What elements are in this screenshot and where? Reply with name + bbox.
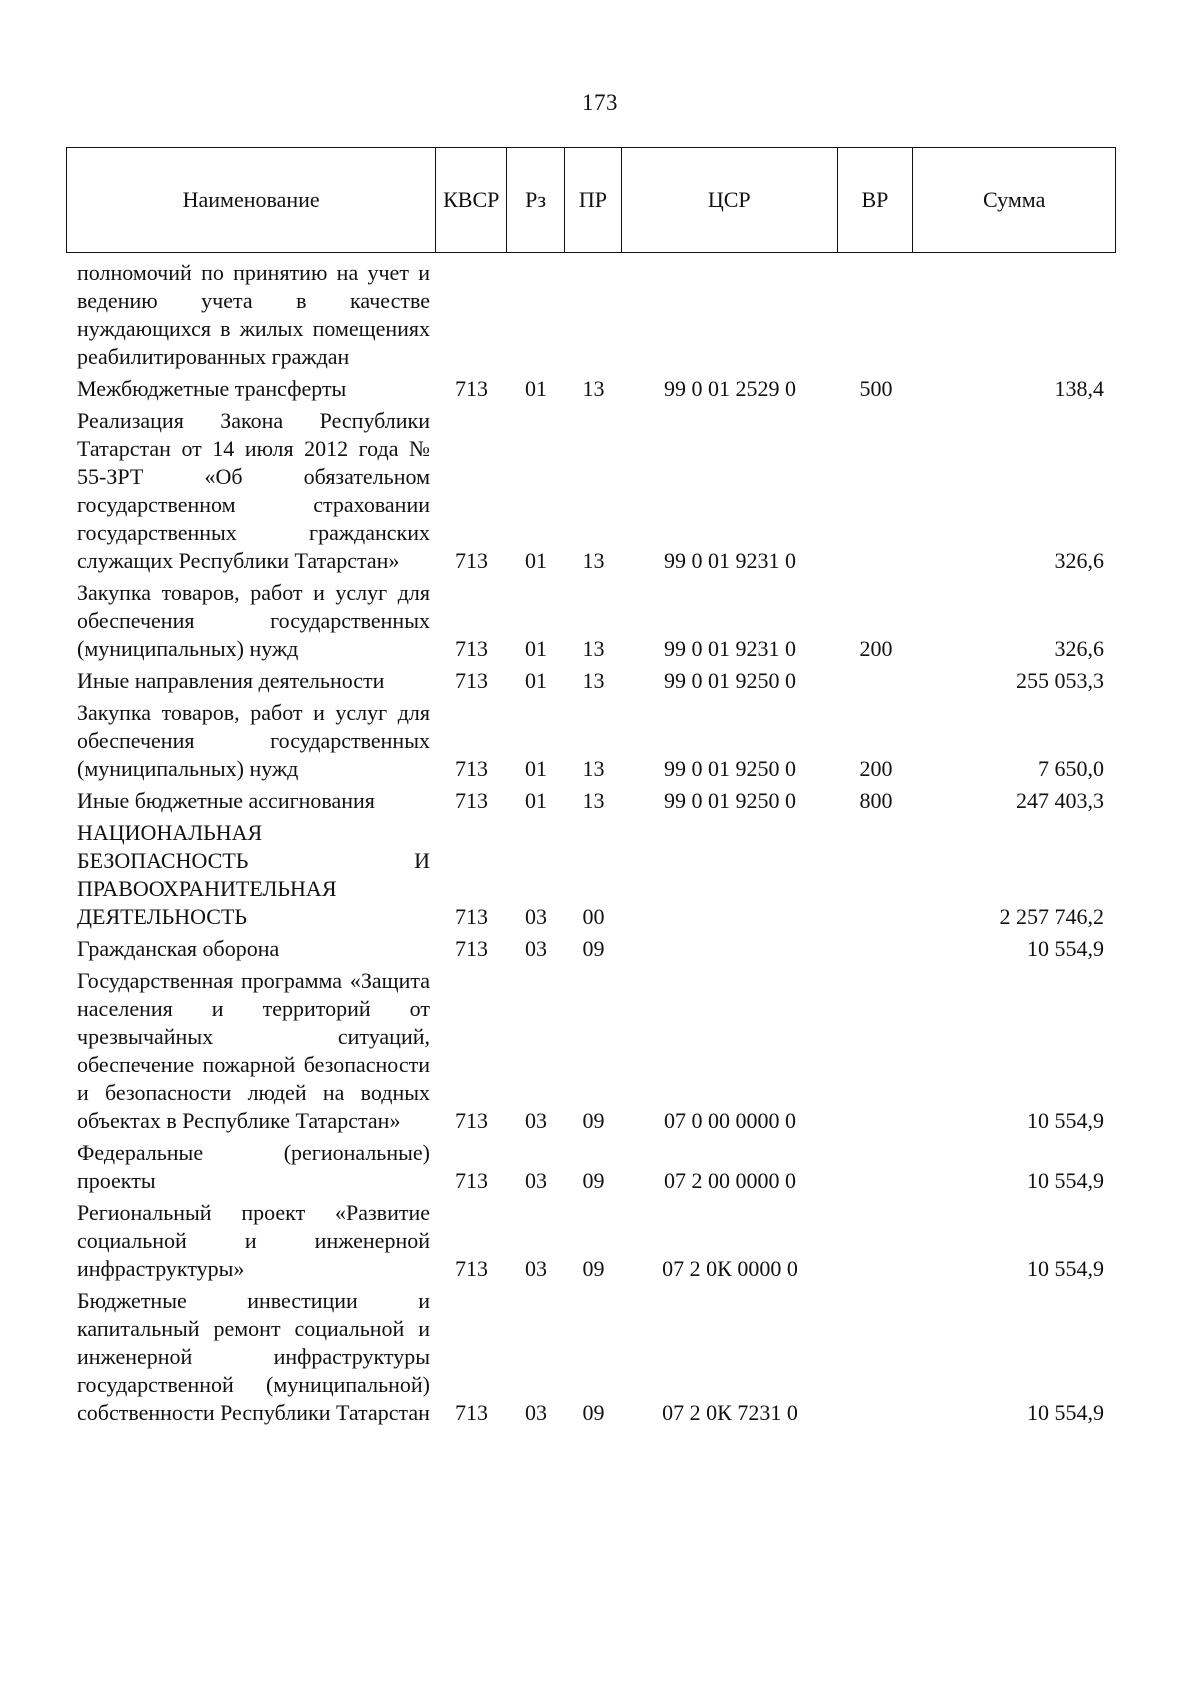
header-name: Наименование — [67, 148, 436, 252]
row-kvsr: 713 — [455, 548, 488, 573]
table-row — [66, 787, 1116, 815]
row-kvsr: 713 — [455, 904, 488, 929]
row-name: Государственная программа «Защита населения и территорий от чрезвычайных ситуаций, обеспечение пожарной безопасности и безопасности людей на водных объектах в Республике Татарстан» — [77, 968, 430, 1133]
table-row — [66, 259, 1116, 371]
row-csr: 07 2 0К 7231 0 — [662, 1400, 798, 1425]
row-rz: 01 — [525, 636, 547, 661]
row-pr: 09 — [582, 1256, 605, 1281]
table-row — [66, 375, 1116, 403]
table-row — [66, 1287, 1116, 1427]
row-csr: 07 2 0К 0000 0 — [662, 1256, 798, 1281]
row-sum: 247 403,3 — [1016, 788, 1104, 813]
table-row — [66, 407, 1116, 575]
row-sum: 2 257 746,2 — [999, 904, 1104, 929]
row-sum: 10 554,9 — [1027, 936, 1104, 961]
row-name: Реализация Закона Республики Татарстан от 14 июля 2012 года № 55-ЗРТ «Об обязательном государственном страховании государственных гражданских служащих Республики Татарстан» — [77, 408, 430, 573]
row-pr: 13 — [582, 376, 605, 401]
row-sum: 7 650,0 — [1038, 756, 1104, 781]
row-kvsr: 713 — [455, 1400, 488, 1425]
row-rz: 01 — [525, 548, 547, 573]
row-rz: 01 — [525, 788, 547, 813]
row-pr: 09 — [582, 1108, 605, 1133]
row-kvsr: 713 — [455, 376, 488, 401]
table-row — [66, 1139, 1116, 1195]
table-row — [66, 819, 1116, 931]
row-pr: 13 — [582, 636, 605, 661]
row-csr: 99 0 01 2529 0 — [664, 376, 796, 401]
row-name: Иные направления деятельности — [77, 668, 385, 693]
row-vr: 200 — [859, 636, 893, 661]
row-rz: 03 — [525, 904, 547, 929]
row-csr: 99 0 01 9250 0 — [664, 756, 796, 781]
row-rz: 03 — [525, 1108, 547, 1133]
row-name: Гражданская оборона — [77, 936, 280, 961]
row-csr: 99 0 01 9231 0 — [664, 636, 796, 661]
row-rz: 03 — [525, 1168, 547, 1193]
row-sum: 255 053,3 — [1016, 668, 1104, 693]
row-sum: 10 554,9 — [1027, 1256, 1104, 1281]
row-sum: 326,6 — [1054, 636, 1104, 661]
budget-table — [66, 147, 1116, 1427]
row-rz: 03 — [525, 1256, 547, 1281]
row-name: Федеральные (региональные) проекты — [77, 1140, 430, 1193]
row-sum: 10 554,9 — [1027, 1400, 1104, 1425]
row-pr: 09 — [582, 1400, 605, 1425]
header-vr: ВР — [838, 148, 914, 252]
row-name: Межбюджетные трансферты — [77, 376, 347, 401]
row-kvsr: 713 — [455, 756, 488, 781]
table-row — [66, 579, 1116, 663]
row-kvsr: 713 — [455, 668, 488, 693]
row-name: Закупка товаров, работ и услуг для обеспечения государственных (муниципальных) нужд — [77, 700, 430, 781]
row-vr: 800 — [859, 788, 893, 813]
row-name: Иные бюджетные ассигнования — [77, 788, 375, 813]
table-row — [66, 699, 1116, 783]
row-pr: 13 — [582, 668, 605, 693]
row-kvsr: 713 — [455, 788, 488, 813]
row-vr: 500 — [859, 376, 893, 401]
row-rz: 03 — [525, 936, 547, 961]
row-sum: 138,4 — [1054, 376, 1104, 401]
row-csr: 99 0 01 9250 0 — [664, 788, 796, 813]
table-row — [66, 967, 1116, 1135]
row-kvsr: 713 — [455, 636, 488, 661]
row-pr: 00 — [582, 904, 605, 929]
row-rz: 01 — [525, 668, 547, 693]
table-row — [66, 935, 1116, 963]
header-rz: Рз — [507, 148, 565, 252]
row-pr: 09 — [582, 936, 605, 961]
row-rz: 01 — [525, 376, 547, 401]
page-number: 173 — [582, 90, 618, 115]
row-name: Бюджетные инвестиции и капитальный ремонт социальной и инженерной инфраструктуры государственной (муниципальной) собственности Республики Татарстан — [77, 1288, 430, 1425]
table-row — [66, 667, 1116, 695]
row-pr: 13 — [582, 788, 605, 813]
row-kvsr: 713 — [455, 936, 488, 961]
row-pr: 13 — [582, 756, 605, 781]
row-name: полномочий по принятию на учет и ведению учета в качестве нуждающихся в жилых помещениях реабилитированных граждан — [77, 260, 430, 369]
row-vr: 200 — [859, 756, 893, 781]
row-rz: 01 — [525, 756, 547, 781]
header-sum: Сумма — [983, 187, 1046, 212]
row-csr: 99 0 01 9231 0 — [664, 548, 796, 573]
row-sum: 326,6 — [1054, 548, 1104, 573]
row-csr: 07 2 00 0000 0 — [664, 1168, 796, 1193]
row-kvsr: 713 — [455, 1168, 488, 1193]
row-pr: 09 — [582, 1168, 605, 1193]
row-rz: 03 — [525, 1400, 547, 1425]
row-name: Региональный проект «Развитие социальной и инженерной инфраструктуры» — [77, 1200, 430, 1281]
row-csr: 07 0 00 0000 0 — [664, 1108, 796, 1133]
row-kvsr: 713 — [455, 1256, 488, 1281]
row-csr: 99 0 01 9250 0 — [664, 668, 796, 693]
table-row — [66, 1199, 1116, 1283]
row-name: Закупка товаров, работ и услуг для обеспечения государственных (муниципальных) нужд — [77, 580, 430, 661]
row-pr: 13 — [582, 548, 605, 573]
header-csr: ЦСР — [622, 148, 838, 252]
row-sum: 10 554,9 — [1027, 1168, 1104, 1193]
table-header — [66, 147, 1116, 253]
header-pr: ПР — [565, 148, 622, 252]
header-kvsr: КВСР — [436, 148, 507, 252]
row-kvsr: 713 — [455, 1108, 488, 1133]
row-name: НАЦИОНАЛЬНАЯ БЕЗОПАСНОСТЬ И ПРАВООХРАНИТЕЛЬНАЯ ДЕЯТЕЛЬНОСТЬ — [77, 820, 430, 929]
row-sum: 10 554,9 — [1027, 1108, 1104, 1133]
